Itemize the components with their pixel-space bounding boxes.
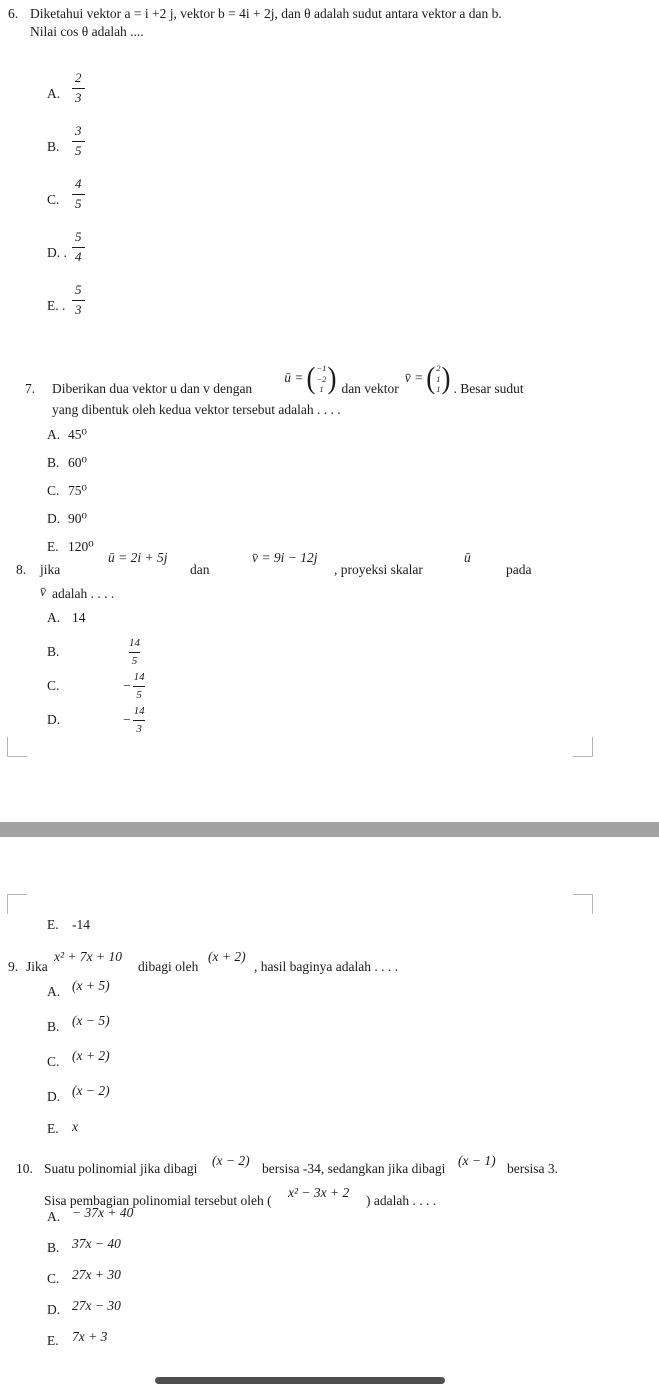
question-7-text-line2: yang dibentuk oleh kedua vektor tersebut adalah . . . . (52, 402, 341, 417)
fraction-denominator: 3 (133, 720, 145, 736)
question-6-option-d (47, 229, 85, 266)
option-label: B. (47, 138, 60, 154)
question-7-option-a (47, 427, 87, 444)
vector-u-label: ū = (284, 370, 304, 386)
option-label: B. (47, 455, 60, 470)
option-value: 45⁰ (68, 427, 87, 442)
option-value: 90⁰ (68, 511, 87, 526)
vector-component: 1 (436, 383, 441, 394)
column-vector-u (306, 363, 336, 394)
polynomial-expression: x² + 7x + 10 (54, 949, 123, 964)
question-6-number: 6. (8, 6, 19, 21)
question-8-line1 (0, 548, 659, 582)
vector-u-equation (284, 363, 336, 394)
question-10-line1 (0, 1149, 659, 1179)
option-label: B. (47, 1019, 60, 1034)
vector-component: −2 (316, 373, 327, 384)
option-label: D. . (47, 244, 67, 260)
fraction-sign: − (123, 677, 131, 693)
fraction-denominator: 5 (72, 194, 85, 213)
option-label: D. (47, 511, 61, 526)
option-label: E. (47, 1333, 59, 1348)
question-8-option-e (47, 917, 90, 934)
option-value: 75⁰ (68, 483, 87, 498)
question-10-option-c (47, 1267, 121, 1288)
question-10-line2-post: ) adalah . . . . (366, 1193, 437, 1208)
option-value: (x − 5) (72, 1013, 110, 1028)
fraction-denominator: 5 (129, 652, 141, 668)
fraction (131, 704, 148, 736)
question-7-line1 (0, 354, 524, 402)
fraction-numerator: 14 (133, 705, 145, 718)
option-label: B. (47, 1240, 60, 1255)
question-6-option-c (47, 176, 85, 213)
right-paren: ) (327, 361, 337, 395)
question-7-text-mid: dan vektor (341, 381, 399, 397)
option-value: 27x − 30 (72, 1298, 121, 1313)
fraction-numerator: 4 (75, 176, 82, 191)
option-label: A. (47, 85, 61, 101)
polynomial-expression: x² − 3x + 2 (288, 1185, 350, 1200)
question-8-word-dan: dan (190, 562, 210, 577)
fraction-sign: − (123, 711, 131, 727)
question-10-option-a (47, 1205, 134, 1226)
question-8-number: 8. (16, 562, 27, 577)
option-label: D. (47, 712, 61, 727)
vector-v-symbol: v̄ (40, 584, 46, 599)
fraction-numerator: 5 (75, 229, 82, 244)
fraction-numerator: 14 (133, 671, 145, 684)
fraction (72, 70, 85, 107)
fraction-denominator: 5 (133, 686, 145, 702)
option-value: -14 (72, 917, 90, 932)
question-9-text-after: , hasil baginya adalah . . . . (254, 959, 398, 974)
option-label: C. (47, 191, 60, 207)
question-7-text-before: Diberikan dua vektor u dan v dengan (52, 381, 253, 397)
question-9-option-e (47, 1121, 78, 1138)
fraction (72, 176, 85, 213)
fraction-numerator: 3 (75, 123, 82, 138)
question-10-option-d (47, 1298, 121, 1319)
option-value (123, 668, 148, 704)
option-label: D. (47, 1302, 61, 1317)
question-6-text-line1: Diketahui vektor a = i +2 j, vektor b = 4i + 2j, dan θ adalah sudut antara vektor a dan b. (30, 6, 502, 21)
fraction (126, 636, 143, 668)
question-9-option-d (47, 1083, 110, 1106)
fraction (131, 670, 148, 702)
vector-component: 2 (436, 363, 441, 374)
question-9-number: 9. (8, 959, 19, 974)
option-value: 60⁰ (68, 455, 87, 470)
question-8-word-jika: jika (40, 562, 61, 577)
option-value: 37x − 40 (72, 1236, 121, 1251)
left-paren: ( (426, 361, 436, 395)
option-label: E. . (47, 297, 66, 313)
page-corner-mark (573, 737, 593, 757)
option-value: (x − 2) (72, 1083, 110, 1098)
vector-v-expression: v̄ = 9i − 12j (252, 550, 318, 565)
option-value: 27x + 30 (72, 1267, 121, 1282)
question-8-text-proyeksi: , proyeksi skalar (334, 562, 423, 577)
option-value (123, 702, 148, 738)
option-label: A. (47, 1209, 61, 1224)
fraction-denominator: 3 (72, 300, 85, 319)
vector-u-expression: ū = 2i + 5j (108, 550, 168, 565)
question-9-text-mid: dibagi oleh (138, 959, 199, 974)
page-corner-mark (7, 894, 27, 914)
option-value: − 37x + 40 (72, 1205, 134, 1220)
vector-v-equation (405, 363, 451, 394)
question-8-option-b (0, 634, 300, 670)
question-10-text1: Suatu polinomial jika dibagi (44, 1161, 198, 1176)
option-value: 120⁰ (68, 539, 94, 554)
option-value: 14 (72, 610, 86, 625)
question-9-word-jika: Jika (26, 959, 48, 974)
page-2 (0, 837, 659, 1389)
question-7-text-after: . Besar sudut (453, 381, 524, 397)
page-corner-mark (573, 894, 593, 914)
question-8-line2 (40, 586, 114, 603)
option-label: C. (47, 483, 60, 498)
left-paren: ( (306, 361, 316, 395)
fraction-numerator: 5 (75, 282, 82, 297)
question-7-option-c (47, 483, 87, 500)
question-10-line2-pre: Sisa pembagian polinomial tersebut oleh ( (44, 1193, 272, 1208)
question-8-word-adalah: adalah . . . . (52, 586, 115, 601)
question-9-option-b (47, 1013, 110, 1036)
fraction-denominator: 5 (72, 141, 85, 160)
page-separator (0, 822, 659, 837)
option-label: A. (47, 427, 61, 442)
question-7-number: 7. (25, 381, 36, 397)
page-corner-mark (7, 737, 27, 757)
option-label: E. (47, 1121, 59, 1136)
option-value (126, 634, 143, 670)
fraction-denominator: 4 (72, 247, 85, 266)
option-label: A. (47, 984, 61, 999)
divisor-expression: (x − 2) (212, 1153, 250, 1168)
option-label: C. (47, 1054, 60, 1069)
fraction (72, 123, 85, 160)
question-7-option-d (47, 511, 87, 528)
fraction-numerator: 2 (75, 70, 82, 85)
fraction (72, 229, 85, 266)
option-label: D. (47, 1089, 61, 1104)
horizontal-scroll-indicator[interactable] (155, 1377, 445, 1384)
option-label: E. (47, 917, 59, 932)
question-6-option-e (47, 282, 85, 319)
question-7-option-b (47, 455, 87, 472)
option-label: B. (47, 644, 60, 659)
right-paren: ) (441, 361, 451, 395)
question-9-option-c (47, 1048, 110, 1071)
option-value: x (72, 1119, 78, 1134)
question-10-number: 10. (16, 1161, 33, 1176)
question-6-text-line2: Nilai cos θ adalah .... (30, 24, 144, 39)
fraction-denominator: 3 (72, 88, 85, 107)
question-8-option-c (0, 668, 300, 704)
vector-u-symbol: ū (464, 550, 471, 565)
option-value: (x + 2) (72, 1048, 110, 1063)
vector-component: 1 (319, 383, 324, 394)
option-label: A. (47, 610, 61, 625)
column-vector-v (426, 363, 450, 394)
divisor-expression: (x − 1) (458, 1153, 496, 1168)
question-8-option-d (0, 702, 300, 738)
option-value: 7x + 3 (72, 1329, 108, 1344)
question-10-text3: bersisa 3. (507, 1161, 558, 1176)
option-value: (x + 5) (72, 978, 110, 993)
option-label: E. (47, 539, 59, 554)
question-10-option-b (47, 1236, 121, 1257)
question-10-text2: bersisa -34, sedangkan jika dibagi (262, 1161, 446, 1176)
question-6-option-a (47, 70, 85, 107)
vector-component: −1 (316, 363, 327, 374)
question-9-line (0, 947, 659, 977)
vector-v-label: v̄ = (404, 370, 424, 386)
vector-u-components (315, 363, 327, 394)
divisor-expression: (x + 2) (208, 949, 246, 964)
fraction (72, 282, 85, 319)
option-label: C. (47, 1271, 60, 1286)
option-label: C. (47, 678, 60, 693)
question-8-option-a (47, 610, 86, 627)
question-10-option-e (47, 1329, 108, 1350)
question-8-word-pada: pada (506, 562, 532, 577)
vector-component: 1 (436, 373, 441, 384)
question-9-option-a (47, 978, 110, 1001)
question-6-option-b (47, 123, 85, 160)
fraction-numerator: 14 (129, 637, 140, 650)
